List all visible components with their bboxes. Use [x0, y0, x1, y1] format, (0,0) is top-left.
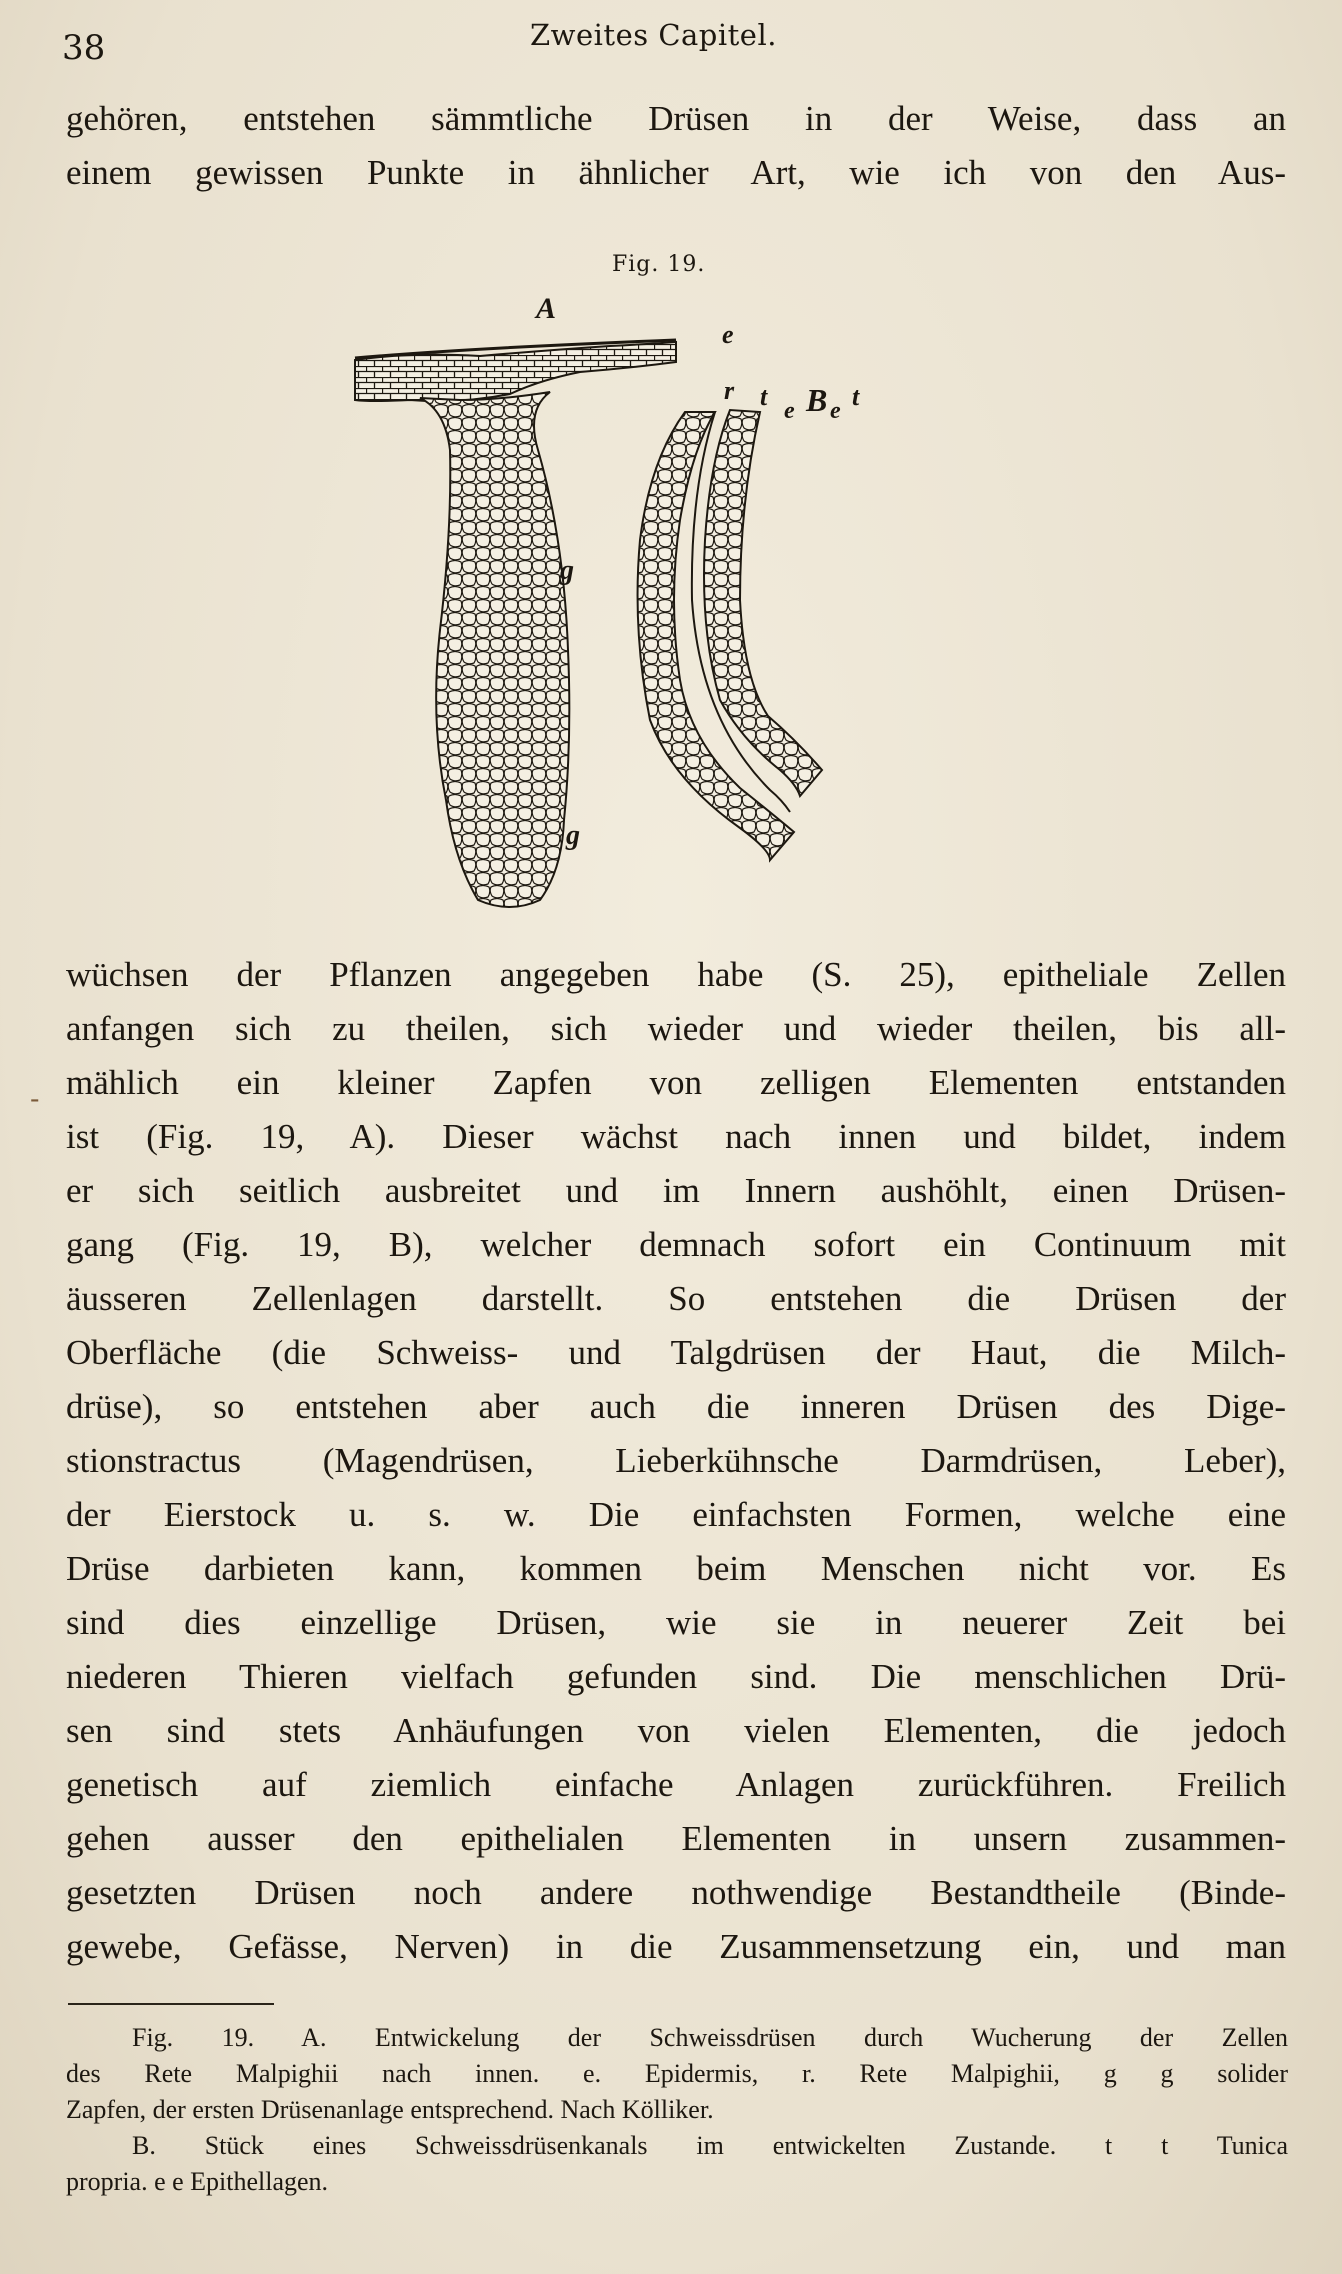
text-line: gehören, entstehen sämmtliche Drüsen in der Weise, dass an — [66, 99, 1286, 138]
running-head: Zweites Capitel. — [530, 18, 777, 52]
page-number: 38 — [62, 28, 106, 68]
text-line: drüse), so entstehen aber auch die inneren Drüsen des Dige- — [66, 1387, 1286, 1426]
text-line: sen sind stets Anhäufungen von vielen Elementen, die jedoch — [66, 1711, 1286, 1750]
text-line: gewebe, Gefässe, Nerven) in die Zusammensetzung ein, und man — [66, 1927, 1286, 1966]
text-line: der Eierstock u. s. w. Die einfachsten Formen, welche eine — [66, 1495, 1286, 1534]
figure-label: Fig. 19. — [612, 252, 706, 277]
text-line: sind dies einzellige Drüsen, wie sie in neuerer Zeit bei — [66, 1603, 1286, 1642]
figure-letter-g2: g — [566, 820, 580, 851]
figure-letter-r: r — [724, 376, 735, 405]
caption-line: Fig. 19. A. Entwickelung der Schweissdrüsen durch Wucherung der Zellen — [132, 2023, 1288, 2052]
footnote-divider — [68, 2003, 274, 2005]
caption-line: propria. e e Epithellagen. — [66, 2167, 329, 2196]
text-line: anfangen sich zu theilen, sich wieder und wieder theilen, bis all- — [66, 1009, 1286, 1048]
text-line: wüchsen der Pflanzen angegeben habe (S. 25), epitheliale Zellen — [66, 955, 1286, 994]
text-line: gang (Fig. 19, B), welcher demnach sofort ein Continuum mit — [66, 1225, 1286, 1264]
caption-line: Zapfen, der ersten Drüsenanlage entsprechend. Nach Kölliker. — [66, 2095, 714, 2124]
figure-letter-g1: g — [560, 555, 574, 586]
text-line: niederen Thieren vielfach gefunden sind. Die menschlichen Drü- — [66, 1657, 1286, 1696]
figure-a-downgrowth — [420, 392, 569, 907]
caption-line: B. Stück eines Schweissdrüsenkanals im entwickelten Zustande. t t Tunica — [132, 2131, 1288, 2160]
text-line: Oberfläche (die Schweiss- und Talgdrüsen der Haut, die Milch- — [66, 1333, 1286, 1372]
figure-letter-e1: e — [784, 398, 795, 424]
figure-letter-e: e — [722, 320, 734, 349]
text-line: äusseren Zellenlagen darstellt. So entstehen die Drüsen der — [66, 1279, 1286, 1318]
text-line: er sich seitlich ausbreitet und im Innern aushöhlt, einen Drüsen- — [66, 1171, 1286, 1210]
figure-illustration — [350, 292, 910, 920]
figure-letter-t2: t — [852, 382, 860, 411]
text-line: einem gewissen Punkte in ähnlicher Art, wie ich von den Aus- — [66, 153, 1286, 192]
paragraph-top — [66, 92, 1286, 200]
text-line: stionstractus (Magendrüsen, Lieberkühnsche Darmdrüsen, Leber), — [66, 1441, 1286, 1480]
text-line: Drüse darbieten kann, kommen beim Menschen nicht vor. Es — [66, 1549, 1286, 1588]
margin-mark: - — [30, 1082, 40, 1115]
figure-caption — [66, 2020, 1288, 2200]
text-line: gesetzten Drüsen noch andere nothwendige Bestandtheile (Binde- — [66, 1873, 1286, 1912]
figure-letter-a: A — [536, 292, 557, 325]
text-line: gehen ausser den epithelialen Elementen in unsern zusammen- — [66, 1819, 1286, 1858]
caption-line: des Rete Malpighii nach innen. e. Epidermis, r. Rete Malpighii, g g solider — [66, 2059, 1288, 2088]
figure-b-duct — [638, 410, 822, 860]
paragraph-main — [66, 948, 1286, 1974]
figure-letter-t1: t — [760, 382, 768, 411]
text-line: mählich ein kleiner Zapfen von zelligen Elementen entstanden — [66, 1063, 1286, 1102]
figure-a-epidermis — [355, 340, 676, 401]
text-line: genetisch auf ziemlich einfache Anlagen zurückführen. Freilich — [66, 1765, 1286, 1804]
text-line: ist (Fig. 19, A). Dieser wächst nach innen und bildet, indem — [66, 1117, 1286, 1156]
figure-letter-e2: e — [830, 398, 841, 424]
figure-letter-b: B — [806, 382, 828, 418]
